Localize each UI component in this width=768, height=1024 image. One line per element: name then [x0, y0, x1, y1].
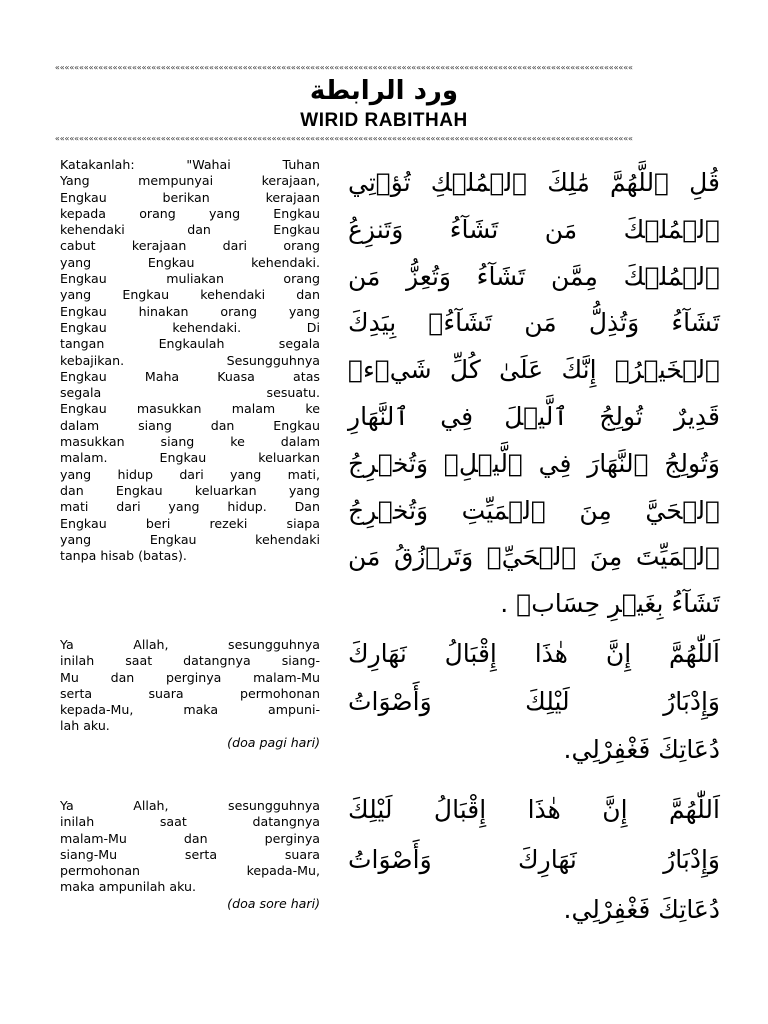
translation-line: kepada orang yang Engkau — [60, 205, 320, 221]
arabic-line: ٱلۡمُلۡكَ مِمَّن تَشَآءُ وَتُعِزُّ مَن — [348, 261, 720, 291]
translation-line: Engkau kehendaki. Di — [60, 319, 320, 335]
translation-block-2 — [60, 637, 320, 751]
decorative-border-bottom: «««««««««««««««««««««««««««««««««««««««««««««««««««««««««««««««««««««««««««««««««««««««««««««««««««««««««««««««««««««««« — [55, 134, 633, 143]
translation-line: Engkau hinakan orang yang — [60, 303, 320, 319]
translation-line: cabut kerajaan dari orang — [60, 238, 320, 254]
translation-block-3 — [60, 798, 320, 912]
translation-line: lah aku. — [60, 718, 110, 734]
translation-line: tangan Engkaulah segala — [60, 336, 320, 352]
arabic-line: ٱلۡخَيۡرُۖ إِنَّكَ عَلَىٰ كُلِّ شَيۡءٖ — [348, 355, 720, 385]
translation-line: kehendaki dan Engkau — [60, 222, 320, 238]
translation-line: segala sesuatu. — [60, 385, 320, 401]
arabic-line: دُعَاتِكَ فَغْفِرْلِي. — [563, 735, 720, 764]
arabic-verse-block-1 — [348, 160, 720, 628]
translation-line: dan Engkau keluarkan yang — [60, 482, 320, 498]
prayer-time-note: (doa sore hari) — [227, 895, 320, 911]
translation-line: yang Engkau kehendaki dan — [60, 287, 320, 303]
translation-line: inilah saat datangnya siang- — [60, 653, 320, 669]
translation-line: Engkau Maha Kuasa atas — [60, 368, 320, 384]
arabic-line: دُعَاتِكَ فَغْفِرْلِي. — [563, 895, 720, 924]
arabic-line: قَدِيرٌ تُولِجُ ٱلَّيۡلَ فِي ٱلنَّهَارِ — [348, 401, 720, 431]
translation-line: Engkau muliakan orang — [60, 271, 320, 287]
translation-line: serta suara permohonan — [60, 685, 320, 701]
translation-line: Ya Allah, sesungguhnya — [60, 798, 320, 813]
translation-line: kebajikan. Sesungguhnya — [60, 352, 320, 368]
translation-line: malam-Mu dan perginya — [60, 830, 320, 846]
translation-line: kepada-Mu, maka ampuni- — [60, 702, 320, 718]
translation-line: Engkau beri rezeki siapa — [60, 515, 320, 531]
arabic-line: وَإِدْبَارُ لَيْلِكَ وَأَصْوَاتُ — [348, 687, 720, 716]
arabic-line: ٱلۡحَيَّ مِنَ ٱلۡمَيِّتِ وَتُخۡرِجُ — [348, 495, 720, 525]
translation-line: Katakanlah: "Wahai Tuhan — [60, 157, 320, 172]
translation-line: yang hidup dari yang mati, — [60, 466, 320, 482]
translation-line: tanpa hisab (batas). — [60, 548, 187, 564]
translation-line: Mu dan perginya malam-Mu — [60, 669, 320, 685]
arabic-line: اَللّٰهُمَّ إِنَّ هٰذَا إِقْبَالُ لَيْلِكَ — [348, 795, 720, 824]
translation-line: mati dari yang hidup. Dan — [60, 499, 320, 515]
translation-line: Engkau masukkan malam ke — [60, 401, 320, 417]
arabic-line: اَللّٰهُمَّ إِنَّ هٰذَا إِقْبَالُ نَهَارِكَ — [348, 639, 720, 668]
translation-line: yang Engkau kehendaki. — [60, 254, 320, 270]
translation-line: permohonan kepada-Mu, — [60, 863, 320, 879]
translation-line: siang-Mu serta suara — [60, 846, 320, 862]
arabic-verse-block-3 — [348, 785, 720, 935]
translation-line: Ya Allah, sesungguhnya — [60, 637, 320, 652]
arabic-line: قُلِ ٱللَّهُمَّ مَٰلِكَ ٱلۡمُلۡكِ تُؤۡتِي — [348, 168, 720, 197]
translation-line: inilah saat datangnya — [60, 814, 320, 830]
translation-line: dalam siang dan Engkau — [60, 417, 320, 433]
arabic-line: تَشَآءُ وَتُذِلُّ مَن تَشَآءُۖ بِيَدِكَ — [348, 308, 720, 338]
translation-line: masukkan siang ke dalam — [60, 434, 320, 450]
arabic-line: تَشَآءُ بِغَيۡرِ حِسَابٖ . — [500, 589, 720, 619]
translation-line: maka ampunilah aku. — [60, 879, 197, 895]
translation-block-1 — [60, 157, 320, 564]
prayer-time-note: (doa pagi hari) — [227, 734, 320, 750]
translation-line: Engkau berikan kerajaan — [60, 189, 320, 205]
translation-line: Yang mempunyai kerajaan, — [60, 173, 320, 189]
translation-line: yang Engkau kehendaki — [60, 531, 320, 547]
arabic-line: ٱلۡمُلۡكَ مَن تَشَآءُ وَتَنزِعُ — [348, 214, 720, 244]
title-arabic: ورد الرابطة — [309, 76, 459, 106]
arabic-line: وَتُولِجُ ٱلنَّهَارَ فِي ٱلَّيۡلِۖ وَتُخۡرِجُ — [348, 448, 720, 478]
arabic-line: وَإِدْبَارُ نَهَارِكَ وَأَصْوَاتُ — [348, 845, 720, 874]
arabic-line: ٱلۡمَيِّتَ مِنَ ٱلۡحَيِّۖ وَتَرۡزُقُ مَن — [348, 542, 720, 572]
title-latin: WIRID RABITHAH — [300, 110, 468, 131]
decorative-border-top: «««««««««««««««««««««««««««««««««««««««««««««««««««««««««««««««««««««««««««««««««««««««««««««««««««««««««««««««««««««««« — [55, 63, 633, 72]
arabic-verse-block-2 — [348, 630, 720, 774]
translation-line: malam. Engkau keluarkan — [60, 450, 320, 466]
